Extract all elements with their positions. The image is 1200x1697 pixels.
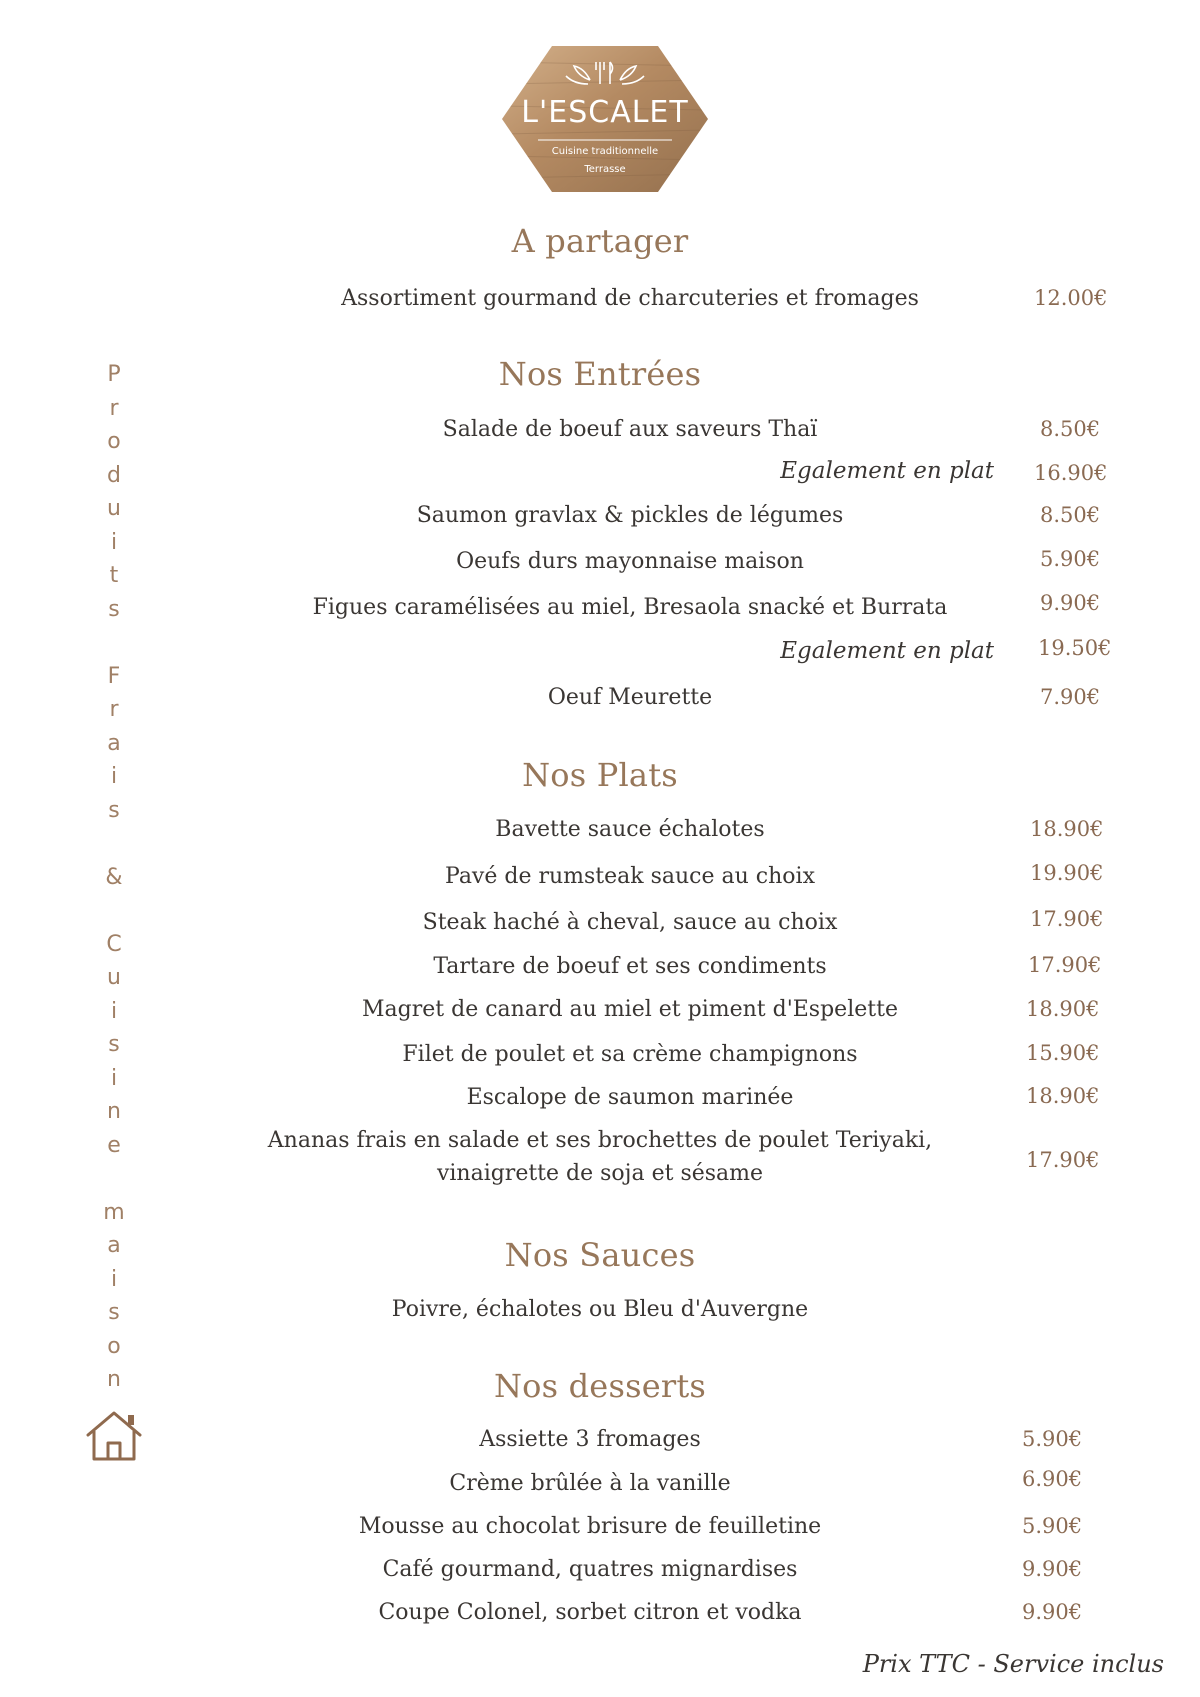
side-letter: i [110, 998, 118, 1024]
menu-item-name: Magret de canard au miel et piment d'Espelette [362, 997, 898, 1022]
menu-item-price: 5.90€ [1022, 1427, 1083, 1451]
menu-item-name: Café gourmand, quatres mignardises [382, 1557, 798, 1582]
side-letter: t [109, 563, 119, 588]
footer-note: Prix TTC - Service inclus [862, 1650, 1164, 1678]
section-title-partager: A partager [511, 222, 689, 260]
menu-item-name: Poivre, échalotes ou Bleu d'Auvergne [391, 1297, 809, 1322]
side-letter: u [107, 496, 121, 521]
side-letter: r [109, 697, 119, 722]
menu-item-name: Oeuf Meurette [547, 685, 713, 710]
side-letter: m [103, 1199, 125, 1225]
menu-item-price: 18.90€ [1026, 997, 1100, 1021]
menu-item-name: Crème brûlée à la vanille [449, 1471, 731, 1496]
section-title-entrees: Nos Entrées [498, 355, 702, 393]
menu-item-name: Coupe Colonel, sorbet citron et vodka [378, 1600, 802, 1625]
side-letter: n [107, 1099, 121, 1124]
side-letter: i [110, 764, 118, 789]
menu-item-price: 17.90€ [1028, 953, 1102, 977]
menu-item-price: 9.90€ [1022, 1600, 1083, 1624]
menu-item-name: Mousse au chocolat brisure de feuilletine [358, 1514, 822, 1539]
menu-item-price: 8.50€ [1040, 503, 1101, 527]
side-letter [111, 626, 118, 660]
logo-tagline: Cuisine traditionnelle [551, 146, 659, 157]
side-letter [111, 827, 118, 861]
menu-item-price: 12.00€ [1034, 286, 1108, 310]
side-letter: a [107, 730, 121, 756]
side-letter: o [107, 429, 121, 454]
menu-item-name: Bavette sauce échalotes [495, 817, 765, 842]
logo-subtagline: Terrasse [584, 164, 626, 175]
menu-item-price: 9.90€ [1022, 1557, 1083, 1581]
side-letter: r [109, 395, 119, 421]
side-letter: P [107, 362, 121, 387]
menu-item-price: 8.50€ [1040, 417, 1101, 441]
side-letter: e [107, 1132, 121, 1158]
menu-item-name: Salade de boeuf aux saveurs Thaï [442, 417, 818, 442]
side-letter: u [107, 965, 121, 990]
restaurant-logo [500, 44, 710, 194]
side-letter: s [108, 596, 120, 622]
menu-item-price: 18.90€ [1026, 1084, 1100, 1108]
section-title-desserts: Nos desserts [493, 1367, 707, 1405]
side-letter: C [106, 931, 122, 957]
menu-item-price: 7.90€ [1040, 685, 1101, 709]
side-letter: n [107, 1367, 121, 1392]
side-letter: i [110, 1266, 118, 1292]
side-letter: F [107, 663, 121, 689]
menu-item-name: Tartare de boeuf et ses condiments [433, 954, 827, 979]
menu-item-price: 16.90€ [1034, 461, 1108, 485]
menu-item-name: Assortiment gourmand de charcuteries et fromages [341, 286, 919, 311]
menu-item-name: Ananas frais en salade et ses brochettes de poulet Teriyaki, vinaigrette de soja et sésame [267, 1128, 933, 1186]
menu-item-price: 5.90€ [1040, 547, 1101, 571]
section-title-plats: Nos Plats [522, 756, 678, 794]
logo-badge [500, 44, 710, 194]
menu-item-price: 18.90€ [1030, 817, 1104, 841]
home-icon [84, 1407, 144, 1463]
side-letter [111, 894, 118, 928]
side-letter: i [110, 1065, 118, 1091]
side-letter [111, 1162, 118, 1196]
side-letter: s [108, 797, 120, 823]
menu-item-name: Assiette 3 fromages [479, 1427, 701, 1452]
menu-item-price: 15.90€ [1026, 1041, 1100, 1065]
menu-item-name: Oeufs durs mayonnaise maison [456, 549, 804, 574]
side-letter: o [107, 1333, 121, 1359]
section-title-sauces: Nos Sauces [504, 1236, 696, 1274]
menu-item-name: Pavé de rumsteak sauce au choix [445, 864, 815, 889]
menu-item-name: Figues caramélisées au miel, Bresaola snacké et Burrata [312, 595, 948, 620]
menu-item-price: 5.90€ [1022, 1514, 1083, 1538]
side-letter: s [108, 1300, 120, 1325]
menu-item-price: 19.50€ [1038, 636, 1112, 660]
side-letter: s [108, 1032, 120, 1057]
menu-item-price: 9.90€ [1040, 591, 1101, 615]
menu-item-name: Filet de poulet et sa crème champignons [402, 1042, 858, 1067]
side-letter: i [110, 529, 118, 555]
side-letter: d [107, 462, 121, 488]
side-letter: & [105, 864, 123, 890]
menu-item-note: Egalement en plat [780, 638, 994, 664]
menu-item-name: Saumon gravlax & pickles de légumes [416, 503, 844, 528]
menu-item-price: 6.90€ [1022, 1467, 1083, 1491]
menu-item-name: Escalope de saumon marinée [466, 1085, 794, 1110]
menu-item-price: 19.90€ [1030, 861, 1104, 885]
logo-name: L'ESCALET [521, 95, 689, 130]
menu-item-note: Egalement en plat [780, 458, 994, 484]
menu-item-price: 17.90€ [1030, 907, 1104, 931]
menu-item-name: Steak haché à cheval, sauce au choix [422, 910, 838, 935]
menu-item-price: 17.90€ [1026, 1148, 1100, 1172]
side-letter: a [107, 1233, 121, 1258]
